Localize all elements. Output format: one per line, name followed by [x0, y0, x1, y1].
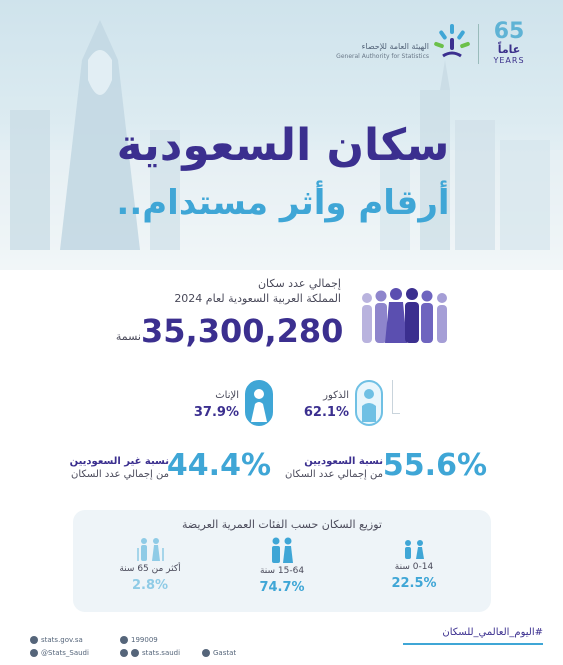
adults-icon [268, 536, 296, 564]
footer-linkedin[interactable] [202, 649, 236, 657]
gastat-logo[interactable] [333, 18, 533, 68]
gastat-emblem-icon [433, 22, 471, 64]
headline-line-2: أرقام وأثر مستدام.. [116, 183, 450, 223]
age-pct: 22.5% [391, 576, 437, 591]
phone-text: 199009 [131, 636, 158, 644]
linkedin-text: Gastat [213, 649, 237, 657]
total-label-line-2: المملكة العربية السعودية لعام 2024 [174, 292, 341, 305]
age-range-label: أكثر من 65 سنة [119, 564, 181, 574]
hero-banner [0, 0, 563, 270]
instagram-icon [120, 649, 128, 657]
male-pct: 62.1% [303, 405, 349, 420]
age-group-0-14 [359, 536, 469, 612]
saudi-pct: 55.6% [382, 448, 487, 483]
age-pct: 74.7% [259, 580, 305, 595]
footer-social[interactable] [120, 649, 180, 657]
years-ar: عاماً [497, 43, 521, 56]
age-panel-title: توزيع السكان حسب الفئات العمرية العريضة [182, 518, 382, 531]
female-stat [193, 380, 273, 426]
authority-name-en: General Authority for Statistics [336, 53, 429, 60]
age-distribution-panel [73, 510, 491, 612]
age-group-15-64 [227, 536, 337, 612]
footer-website[interactable] [30, 636, 83, 644]
non-saudi-label-block [49, 455, 169, 481]
non-saudi-sub: من إجمالي عدد السكان [70, 469, 169, 480]
female-icon [245, 380, 273, 426]
female-label: الإناث [215, 390, 239, 401]
age-range-label: 15-64 سنة [259, 566, 305, 576]
hashtag[interactable]: #اليوم_العالمي_للسكان [442, 627, 543, 638]
authority-name [309, 42, 429, 62]
children-icon [400, 536, 428, 560]
total-population-label [121, 276, 341, 306]
age-group-65-plus [95, 536, 205, 612]
male-icon [355, 380, 383, 426]
twitter-text: @Stats_Saudi [41, 649, 89, 657]
gender-bracket [392, 380, 400, 414]
logo-divider [478, 24, 479, 64]
footer-phone[interactable] [120, 636, 158, 644]
footer-contacts [30, 636, 260, 662]
footer-twitter[interactable] [30, 649, 89, 657]
female-pct: 37.9% [193, 405, 239, 420]
hashtag-underline [403, 643, 543, 645]
saudi-label: نسبة السعوديين [304, 456, 383, 467]
total-population-value: 35,300,280 [141, 312, 344, 350]
x-twitter-icon [30, 649, 38, 657]
age-pct: 2.8% [131, 578, 169, 593]
male-stat [303, 380, 383, 426]
social-text: stats.saudi [142, 649, 181, 657]
elderly-icon [136, 536, 164, 562]
non-saudi-pct: 44.4% [166, 448, 271, 483]
years-number: 65 [493, 19, 525, 44]
total-label-line-1: إجمالي عدد سكان [257, 277, 341, 290]
authority-name-ar: الهيئة العامة للإحصاء [361, 42, 429, 51]
linkedin-icon [202, 649, 210, 657]
population-group-icon [359, 288, 451, 346]
facebook-icon [131, 649, 139, 657]
website-text: stats.gov.sa [41, 636, 83, 644]
headline-line-1: سكان السعودية [116, 120, 450, 171]
saudi-sub: من إجمالي عدد السكان [284, 469, 383, 480]
65-years-badge [485, 20, 533, 66]
total-population-unit: نسمة [115, 330, 141, 343]
globe-icon [30, 636, 38, 644]
phone-icon [120, 636, 128, 644]
saudi-label-block [263, 455, 383, 481]
non-saudi-label: نسبة غير السعوديين [69, 456, 169, 467]
male-label: الذكور [323, 390, 349, 401]
years-en: YEARS [493, 56, 525, 65]
age-range-label: 0-14 سنة [394, 562, 434, 572]
